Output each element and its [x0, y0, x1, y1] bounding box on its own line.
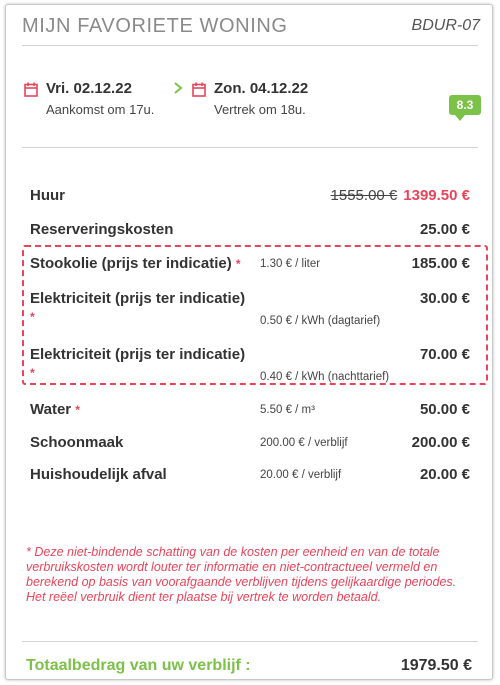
cost-label: Huishoudelijk afval	[30, 466, 167, 483]
cost-label: Reserveringskosten	[30, 221, 174, 238]
cost-amount: 70.00 €	[419, 346, 470, 363]
favorite-home-card	[5, 4, 493, 680]
cost-amount: 20.00 €	[419, 466, 470, 483]
cost-rate: 200.00 € / verblijf	[260, 437, 348, 449]
calendar-icon	[192, 82, 206, 97]
cost-rate: 20.00 € / verblijf	[260, 469, 342, 481]
cost-row-electricity-night	[22, 346, 478, 392]
cost-label: Huur	[30, 187, 65, 204]
asterisk-marker: *	[75, 403, 80, 417]
cost-rate: 5.50 € / m³	[260, 404, 315, 416]
cost-row-water	[22, 401, 478, 425]
cost-rate: 0.50 € / kWh (dagtarief)	[260, 315, 381, 327]
departure-date: Zon. 04.12.22	[214, 80, 309, 97]
cost-rate: 1.30 € / liter	[260, 258, 321, 270]
rating-badge: 8.3	[449, 95, 481, 115]
cost-label: Schoonmaak	[30, 434, 124, 451]
cost-row-reservation	[22, 221, 478, 245]
cost-amount: 50.00 €	[419, 401, 470, 418]
total-label: Totaalbedrag van uw verblijf :	[26, 657, 251, 674]
card-header	[6, 5, 492, 45]
cost-row-fuel-oil	[22, 255, 478, 279]
asterisk-marker: *	[30, 366, 35, 380]
cost-label: Elektriciteit (prijs ter indicatie)	[30, 290, 246, 307]
cost-label: Stookolie (prijs ter indicatie) *	[30, 255, 241, 272]
dates-divider	[22, 147, 478, 148]
calendar-icon	[24, 82, 38, 97]
discounted-price: 1399.50 €	[403, 187, 470, 204]
total-divider	[22, 641, 478, 642]
cost-row-waste	[22, 466, 478, 490]
cost-row-cleaning	[22, 434, 478, 458]
cost-amount: 25.00 €	[419, 221, 470, 238]
cost-row-electricity-day	[22, 290, 478, 336]
cost-amount	[331, 187, 470, 204]
departure-time: Vertrek om 18u.	[214, 102, 306, 117]
header-divider	[22, 45, 478, 46]
disclaimer-note: * Deze niet-bindende schatting van de kosten per eenheid en van de totale verbruikskosten wordt louter ter informatie en niet-contractueel vermeld en berekend op basis van voorafgaande verblijven tijdens gelijkaardige periodes. Het reëel verbruik dient ter plaatse bij vertrek te worden betaald.	[26, 545, 457, 604]
cost-amount: 200.00 €	[411, 434, 470, 451]
cost-label: Elektriciteit (prijs ter indicatie)	[30, 346, 246, 363]
asterisk-marker: *	[30, 310, 35, 324]
arrival-time: Aankomst om 17u.	[46, 102, 155, 117]
arrival-date: Vri. 02.12.22	[46, 80, 132, 97]
original-price: 1555.00 €	[330, 187, 398, 204]
cost-row-rent	[22, 187, 478, 211]
cost-label: Water *	[30, 401, 80, 418]
page-title: MIJN FAVORIETE WONING	[22, 15, 288, 37]
cost-rate: 0.40 € / kWh (nachttarief)	[260, 371, 390, 383]
asterisk-marker: *	[235, 257, 241, 271]
cost-amount: 185.00 €	[411, 255, 470, 272]
cost-amount: 30.00 €	[419, 290, 470, 307]
total-amount: 1979.50 €	[400, 657, 472, 674]
property-reference: BDUR-07	[411, 17, 480, 34]
chevron-right-icon	[172, 81, 184, 95]
